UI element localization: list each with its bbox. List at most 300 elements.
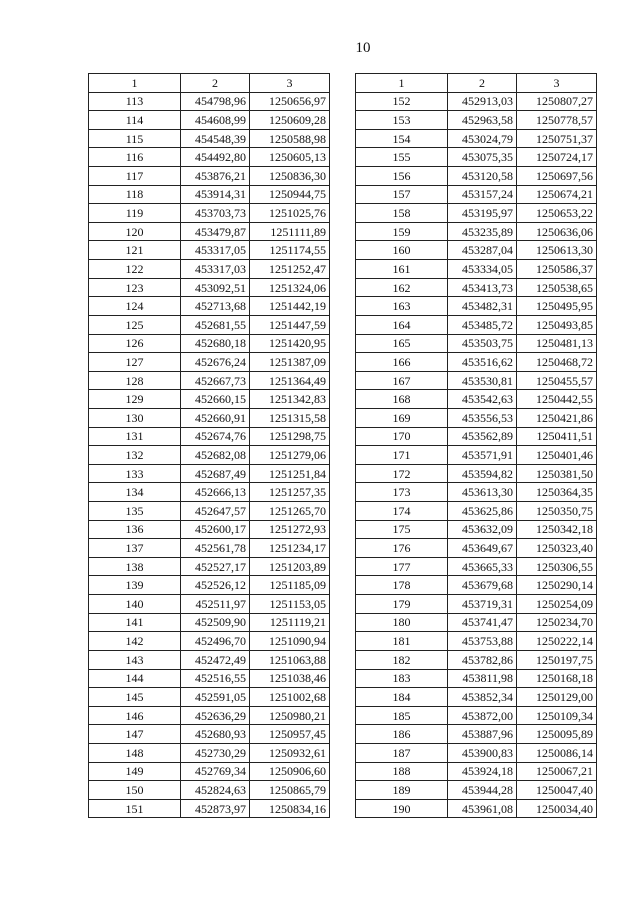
table-row xyxy=(89,650,330,669)
x-coordinate-cell: 453503,75 xyxy=(448,334,517,353)
y-coordinate-cell: 1250493,85 xyxy=(517,315,597,334)
y-coordinate-cell: 1251203,89 xyxy=(250,557,330,576)
x-coordinate-cell: 453120,58 xyxy=(448,167,517,186)
table-row xyxy=(89,222,330,241)
y-coordinate-cell: 1251111,89 xyxy=(250,222,330,241)
x-coordinate-cell: 452680,18 xyxy=(181,334,250,353)
table-row xyxy=(356,129,597,148)
y-coordinate-cell: 1250944,75 xyxy=(250,185,330,204)
y-coordinate-cell: 1250342,18 xyxy=(517,520,597,539)
point-number-cell: 113 xyxy=(89,92,181,111)
table-row xyxy=(356,502,597,521)
table-row xyxy=(356,148,597,167)
point-number-cell: 116 xyxy=(89,148,181,167)
y-coordinate-cell: 1250047,40 xyxy=(517,781,597,800)
header-cell-number: 1 xyxy=(356,74,448,93)
x-coordinate-cell: 454492,80 xyxy=(181,148,250,167)
table-row xyxy=(89,799,330,818)
coordinates-table-left xyxy=(88,73,330,818)
y-coordinate-cell: 1250674,21 xyxy=(517,185,597,204)
table-row xyxy=(89,688,330,707)
x-coordinate-cell: 453887,96 xyxy=(448,725,517,744)
table-row xyxy=(356,669,597,688)
y-coordinate-cell: 1250411,51 xyxy=(517,427,597,446)
point-number-cell: 175 xyxy=(356,520,448,539)
point-number-cell: 184 xyxy=(356,688,448,707)
x-coordinate-cell: 453961,08 xyxy=(448,799,517,818)
y-coordinate-cell: 1250538,65 xyxy=(517,278,597,297)
x-coordinate-cell: 453625,86 xyxy=(448,502,517,521)
table-row xyxy=(89,613,330,632)
point-number-cell: 169 xyxy=(356,408,448,427)
point-number-cell: 130 xyxy=(89,408,181,427)
y-coordinate-cell: 1250481,13 xyxy=(517,334,597,353)
y-coordinate-cell: 1251342,83 xyxy=(250,390,330,409)
y-coordinate-cell: 1250613,30 xyxy=(517,241,597,260)
y-coordinate-cell: 1251185,09 xyxy=(250,576,330,595)
y-coordinate-cell: 1251257,35 xyxy=(250,483,330,502)
y-coordinate-cell: 1250197,75 xyxy=(517,650,597,669)
x-coordinate-cell: 453703,73 xyxy=(181,204,250,223)
table-row xyxy=(89,557,330,576)
table-row xyxy=(89,260,330,279)
table-row xyxy=(356,650,597,669)
x-coordinate-cell: 452769,34 xyxy=(181,762,250,781)
y-coordinate-cell: 1250865,79 xyxy=(250,781,330,800)
y-coordinate-cell: 1251038,46 xyxy=(250,669,330,688)
x-coordinate-cell: 453924,18 xyxy=(448,762,517,781)
table-row xyxy=(89,129,330,148)
point-number-cell: 119 xyxy=(89,204,181,223)
x-coordinate-cell: 453157,24 xyxy=(448,185,517,204)
y-coordinate-cell: 1251298,75 xyxy=(250,427,330,446)
point-number-cell: 138 xyxy=(89,557,181,576)
x-coordinate-cell: 452713,68 xyxy=(181,297,250,316)
y-coordinate-cell: 1251272,93 xyxy=(250,520,330,539)
point-number-cell: 178 xyxy=(356,576,448,595)
y-coordinate-cell: 1250364,35 xyxy=(517,483,597,502)
table-row xyxy=(89,669,330,688)
x-coordinate-cell: 452496,70 xyxy=(181,632,250,651)
y-coordinate-cell: 1250932,61 xyxy=(250,743,330,762)
x-coordinate-cell: 452913,03 xyxy=(448,92,517,111)
table-row xyxy=(356,408,597,427)
point-number-cell: 131 xyxy=(89,427,181,446)
x-coordinate-cell: 452600,17 xyxy=(181,520,250,539)
x-coordinate-cell: 453594,82 xyxy=(448,464,517,483)
x-coordinate-cell: 452472,49 xyxy=(181,650,250,669)
point-number-cell: 139 xyxy=(89,576,181,595)
table-row xyxy=(356,613,597,632)
table-row xyxy=(356,725,597,744)
point-number-cell: 145 xyxy=(89,688,181,707)
x-coordinate-cell: 452682,08 xyxy=(181,446,250,465)
point-number-cell: 165 xyxy=(356,334,448,353)
table-row xyxy=(356,260,597,279)
point-number-cell: 150 xyxy=(89,781,181,800)
point-number-cell: 176 xyxy=(356,539,448,558)
point-number-cell: 122 xyxy=(89,260,181,279)
y-coordinate-cell: 1250836,30 xyxy=(250,167,330,186)
y-coordinate-cell: 1250653,22 xyxy=(517,204,597,223)
y-coordinate-cell: 1251251,84 xyxy=(250,464,330,483)
coordinates-table-right xyxy=(355,73,597,818)
y-coordinate-cell: 1250254,09 xyxy=(517,595,597,614)
table-row xyxy=(356,315,597,334)
y-coordinate-cell: 1251119,21 xyxy=(250,613,330,632)
y-coordinate-cell: 1250834,16 xyxy=(250,799,330,818)
table-row xyxy=(356,111,597,130)
x-coordinate-cell: 453719,31 xyxy=(448,595,517,614)
x-coordinate-cell: 453900,83 xyxy=(448,743,517,762)
x-coordinate-cell: 452666,13 xyxy=(181,483,250,502)
page-number: 10 xyxy=(355,40,371,56)
point-number-cell: 125 xyxy=(89,315,181,334)
point-number-cell: 186 xyxy=(356,725,448,744)
point-number-cell: 137 xyxy=(89,539,181,558)
x-coordinate-cell: 454798,96 xyxy=(181,92,250,111)
point-number-cell: 142 xyxy=(89,632,181,651)
x-coordinate-cell: 452660,91 xyxy=(181,408,250,427)
x-coordinate-cell: 452824,63 xyxy=(181,781,250,800)
y-coordinate-cell: 1250442,55 xyxy=(517,390,597,409)
y-coordinate-cell: 1250129,00 xyxy=(517,688,597,707)
table-row xyxy=(89,241,330,260)
point-number-cell: 163 xyxy=(356,297,448,316)
x-coordinate-cell: 453811,98 xyxy=(448,669,517,688)
x-coordinate-cell: 453613,30 xyxy=(448,483,517,502)
y-coordinate-cell: 1250586,37 xyxy=(517,260,597,279)
table-row xyxy=(89,520,330,539)
y-coordinate-cell: 1251252,47 xyxy=(250,260,330,279)
point-number-cell: 154 xyxy=(356,129,448,148)
table-row xyxy=(356,278,597,297)
point-number-cell: 161 xyxy=(356,260,448,279)
point-number-cell: 187 xyxy=(356,743,448,762)
table-row xyxy=(356,706,597,725)
x-coordinate-cell: 454548,39 xyxy=(181,129,250,148)
y-coordinate-cell: 1251420,95 xyxy=(250,334,330,353)
y-coordinate-cell: 1250778,57 xyxy=(517,111,597,130)
x-coordinate-cell: 452674,76 xyxy=(181,427,250,446)
y-coordinate-cell: 1250957,45 xyxy=(250,725,330,744)
x-coordinate-cell: 452509,90 xyxy=(181,613,250,632)
y-coordinate-cell: 1250109,34 xyxy=(517,706,597,725)
table-row xyxy=(89,446,330,465)
table-row xyxy=(356,371,597,390)
y-coordinate-cell: 1251025,76 xyxy=(250,204,330,223)
point-number-cell: 140 xyxy=(89,595,181,614)
x-coordinate-cell: 453334,05 xyxy=(448,260,517,279)
x-coordinate-cell: 453317,03 xyxy=(181,260,250,279)
table-row xyxy=(89,576,330,595)
x-coordinate-cell: 452676,24 xyxy=(181,353,250,372)
table-row xyxy=(89,185,330,204)
table-row xyxy=(356,464,597,483)
table-row xyxy=(356,520,597,539)
y-coordinate-cell: 1251364,49 xyxy=(250,371,330,390)
y-coordinate-cell: 1251279,06 xyxy=(250,446,330,465)
y-coordinate-cell: 1250636,06 xyxy=(517,222,597,241)
y-coordinate-cell: 1251447,59 xyxy=(250,315,330,334)
point-number-cell: 164 xyxy=(356,315,448,334)
point-number-cell: 127 xyxy=(89,353,181,372)
y-coordinate-cell: 1251315,58 xyxy=(250,408,330,427)
y-coordinate-cell: 1250724,17 xyxy=(517,148,597,167)
point-number-cell: 156 xyxy=(356,167,448,186)
point-number-cell: 180 xyxy=(356,613,448,632)
point-number-cell: 114 xyxy=(89,111,181,130)
point-number-cell: 124 xyxy=(89,297,181,316)
y-coordinate-cell: 1250086,14 xyxy=(517,743,597,762)
y-coordinate-cell: 1250067,21 xyxy=(517,762,597,781)
x-coordinate-cell: 453632,09 xyxy=(448,520,517,539)
header-cell-y: 3 xyxy=(517,74,597,93)
header-cell-x: 2 xyxy=(448,74,517,93)
point-number-cell: 189 xyxy=(356,781,448,800)
point-number-cell: 120 xyxy=(89,222,181,241)
table-row xyxy=(356,762,597,781)
x-coordinate-cell: 452527,17 xyxy=(181,557,250,576)
table-row xyxy=(356,557,597,576)
x-coordinate-cell: 452730,29 xyxy=(181,743,250,762)
table-row xyxy=(356,743,597,762)
y-coordinate-cell: 1250290,14 xyxy=(517,576,597,595)
point-number-cell: 166 xyxy=(356,353,448,372)
y-coordinate-cell: 1250605,13 xyxy=(250,148,330,167)
y-coordinate-cell: 1250468,72 xyxy=(517,353,597,372)
table-row xyxy=(356,390,597,409)
x-coordinate-cell: 453075,35 xyxy=(448,148,517,167)
y-coordinate-cell: 1250234,70 xyxy=(517,613,597,632)
x-coordinate-cell: 453562,89 xyxy=(448,427,517,446)
x-coordinate-cell: 453235,89 xyxy=(448,222,517,241)
table-row xyxy=(356,632,597,651)
point-number-cell: 182 xyxy=(356,650,448,669)
x-coordinate-cell: 452647,57 xyxy=(181,502,250,521)
table-row xyxy=(89,111,330,130)
y-coordinate-cell: 1251234,17 xyxy=(250,539,330,558)
x-coordinate-cell: 452873,97 xyxy=(181,799,250,818)
y-coordinate-cell: 1250980,21 xyxy=(250,706,330,725)
table-row xyxy=(356,167,597,186)
x-coordinate-cell: 452963,58 xyxy=(448,111,517,130)
y-coordinate-cell: 1251265,70 xyxy=(250,502,330,521)
point-number-cell: 179 xyxy=(356,595,448,614)
x-coordinate-cell: 452516,55 xyxy=(181,669,250,688)
table-row xyxy=(356,334,597,353)
x-coordinate-cell: 453485,72 xyxy=(448,315,517,334)
x-coordinate-cell: 452680,93 xyxy=(181,725,250,744)
table-row xyxy=(356,427,597,446)
y-coordinate-cell: 1250421,86 xyxy=(517,408,597,427)
x-coordinate-cell: 453649,67 xyxy=(448,539,517,558)
table-row xyxy=(89,148,330,167)
point-number-cell: 183 xyxy=(356,669,448,688)
point-number-cell: 167 xyxy=(356,371,448,390)
point-number-cell: 134 xyxy=(89,483,181,502)
table-row xyxy=(356,353,597,372)
point-number-cell: 132 xyxy=(89,446,181,465)
point-number-cell: 146 xyxy=(89,706,181,725)
point-number-cell: 168 xyxy=(356,390,448,409)
table-row xyxy=(356,688,597,707)
table-row xyxy=(89,167,330,186)
table-row xyxy=(356,781,597,800)
point-number-cell: 118 xyxy=(89,185,181,204)
table-row xyxy=(89,632,330,651)
x-coordinate-cell: 452687,49 xyxy=(181,464,250,483)
y-coordinate-cell: 1250034,40 xyxy=(517,799,597,818)
x-coordinate-cell: 452681,55 xyxy=(181,315,250,334)
y-coordinate-cell: 1250609,28 xyxy=(250,111,330,130)
point-number-cell: 148 xyxy=(89,743,181,762)
table-row xyxy=(89,92,330,111)
y-coordinate-cell: 1251442,19 xyxy=(250,297,330,316)
y-coordinate-cell: 1250656,97 xyxy=(250,92,330,111)
table-row xyxy=(356,576,597,595)
table-row xyxy=(356,204,597,223)
y-coordinate-cell: 1250095,89 xyxy=(517,725,597,744)
point-number-cell: 115 xyxy=(89,129,181,148)
table-row xyxy=(89,706,330,725)
y-coordinate-cell: 1251387,09 xyxy=(250,353,330,372)
y-coordinate-cell: 1251174,55 xyxy=(250,241,330,260)
point-number-cell: 190 xyxy=(356,799,448,818)
y-coordinate-cell: 1250381,50 xyxy=(517,464,597,483)
table-row xyxy=(89,725,330,744)
point-number-cell: 181 xyxy=(356,632,448,651)
point-number-cell: 133 xyxy=(89,464,181,483)
y-coordinate-cell: 1250697,56 xyxy=(517,167,597,186)
x-coordinate-cell: 452667,73 xyxy=(181,371,250,390)
x-coordinate-cell: 453413,73 xyxy=(448,278,517,297)
table-row xyxy=(89,334,330,353)
point-number-cell: 159 xyxy=(356,222,448,241)
point-number-cell: 172 xyxy=(356,464,448,483)
table-row xyxy=(89,595,330,614)
table-row xyxy=(89,762,330,781)
table-header-row xyxy=(356,74,597,93)
table-row xyxy=(356,222,597,241)
point-number-cell: 153 xyxy=(356,111,448,130)
table-row xyxy=(356,595,597,614)
point-number-cell: 177 xyxy=(356,557,448,576)
x-coordinate-cell: 453516,62 xyxy=(448,353,517,372)
x-coordinate-cell: 452636,29 xyxy=(181,706,250,725)
point-number-cell: 143 xyxy=(89,650,181,669)
table-row xyxy=(89,539,330,558)
table-row xyxy=(356,483,597,502)
y-coordinate-cell: 1250807,27 xyxy=(517,92,597,111)
point-number-cell: 171 xyxy=(356,446,448,465)
y-coordinate-cell: 1250495,95 xyxy=(517,297,597,316)
x-coordinate-cell: 453852,34 xyxy=(448,688,517,707)
table-row xyxy=(89,781,330,800)
table-row xyxy=(89,315,330,334)
x-coordinate-cell: 453024,79 xyxy=(448,129,517,148)
table-row xyxy=(89,502,330,521)
y-coordinate-cell: 1251090,94 xyxy=(250,632,330,651)
point-number-cell: 173 xyxy=(356,483,448,502)
point-number-cell: 149 xyxy=(89,762,181,781)
table-row xyxy=(89,278,330,297)
x-coordinate-cell: 452660,15 xyxy=(181,390,250,409)
y-coordinate-cell: 1250588,98 xyxy=(250,129,330,148)
point-number-cell: 126 xyxy=(89,334,181,353)
table-header-row xyxy=(89,74,330,93)
y-coordinate-cell: 1250751,37 xyxy=(517,129,597,148)
x-coordinate-cell: 453679,68 xyxy=(448,576,517,595)
header-cell-x: 2 xyxy=(181,74,250,93)
point-number-cell: 144 xyxy=(89,669,181,688)
x-coordinate-cell: 453195,97 xyxy=(448,204,517,223)
y-coordinate-cell: 1250455,57 xyxy=(517,371,597,390)
y-coordinate-cell: 1250306,55 xyxy=(517,557,597,576)
point-number-cell: 174 xyxy=(356,502,448,521)
table-row xyxy=(89,204,330,223)
table-row xyxy=(89,464,330,483)
x-coordinate-cell: 453287,04 xyxy=(448,241,517,260)
x-coordinate-cell: 453542,63 xyxy=(448,390,517,409)
table-row xyxy=(356,297,597,316)
point-number-cell: 160 xyxy=(356,241,448,260)
point-number-cell: 135 xyxy=(89,502,181,521)
y-coordinate-cell: 1251324,06 xyxy=(250,278,330,297)
x-coordinate-cell: 453092,51 xyxy=(181,278,250,297)
x-coordinate-cell: 452526,12 xyxy=(181,576,250,595)
point-number-cell: 155 xyxy=(356,148,448,167)
header-cell-y: 3 xyxy=(250,74,330,93)
y-coordinate-cell: 1250401,46 xyxy=(517,446,597,465)
table-row xyxy=(356,539,597,558)
table-row xyxy=(89,743,330,762)
point-number-cell: 162 xyxy=(356,278,448,297)
header-cell-number: 1 xyxy=(89,74,181,93)
table-row xyxy=(356,185,597,204)
point-number-cell: 188 xyxy=(356,762,448,781)
point-number-cell: 158 xyxy=(356,204,448,223)
point-number-cell: 121 xyxy=(89,241,181,260)
table-row xyxy=(89,427,330,446)
x-coordinate-cell: 453530,81 xyxy=(448,371,517,390)
y-coordinate-cell: 1250168,18 xyxy=(517,669,597,688)
table-row xyxy=(89,483,330,502)
point-number-cell: 157 xyxy=(356,185,448,204)
y-coordinate-cell: 1250323,40 xyxy=(517,539,597,558)
point-number-cell: 136 xyxy=(89,520,181,539)
x-coordinate-cell: 453872,00 xyxy=(448,706,517,725)
x-coordinate-cell: 453914,31 xyxy=(181,185,250,204)
table-row xyxy=(89,353,330,372)
x-coordinate-cell: 453753,88 xyxy=(448,632,517,651)
table-row xyxy=(356,446,597,465)
x-coordinate-cell: 453571,91 xyxy=(448,446,517,465)
y-coordinate-cell: 1251153,05 xyxy=(250,595,330,614)
y-coordinate-cell: 1250350,75 xyxy=(517,502,597,521)
point-number-cell: 141 xyxy=(89,613,181,632)
y-coordinate-cell: 1251002,68 xyxy=(250,688,330,707)
x-coordinate-cell: 453317,05 xyxy=(181,241,250,260)
table-row xyxy=(89,390,330,409)
table-row xyxy=(89,371,330,390)
x-coordinate-cell: 453741,47 xyxy=(448,613,517,632)
point-number-cell: 129 xyxy=(89,390,181,409)
y-coordinate-cell: 1251063,88 xyxy=(250,650,330,669)
x-coordinate-cell: 453782,86 xyxy=(448,650,517,669)
point-number-cell: 151 xyxy=(89,799,181,818)
table-row xyxy=(89,408,330,427)
